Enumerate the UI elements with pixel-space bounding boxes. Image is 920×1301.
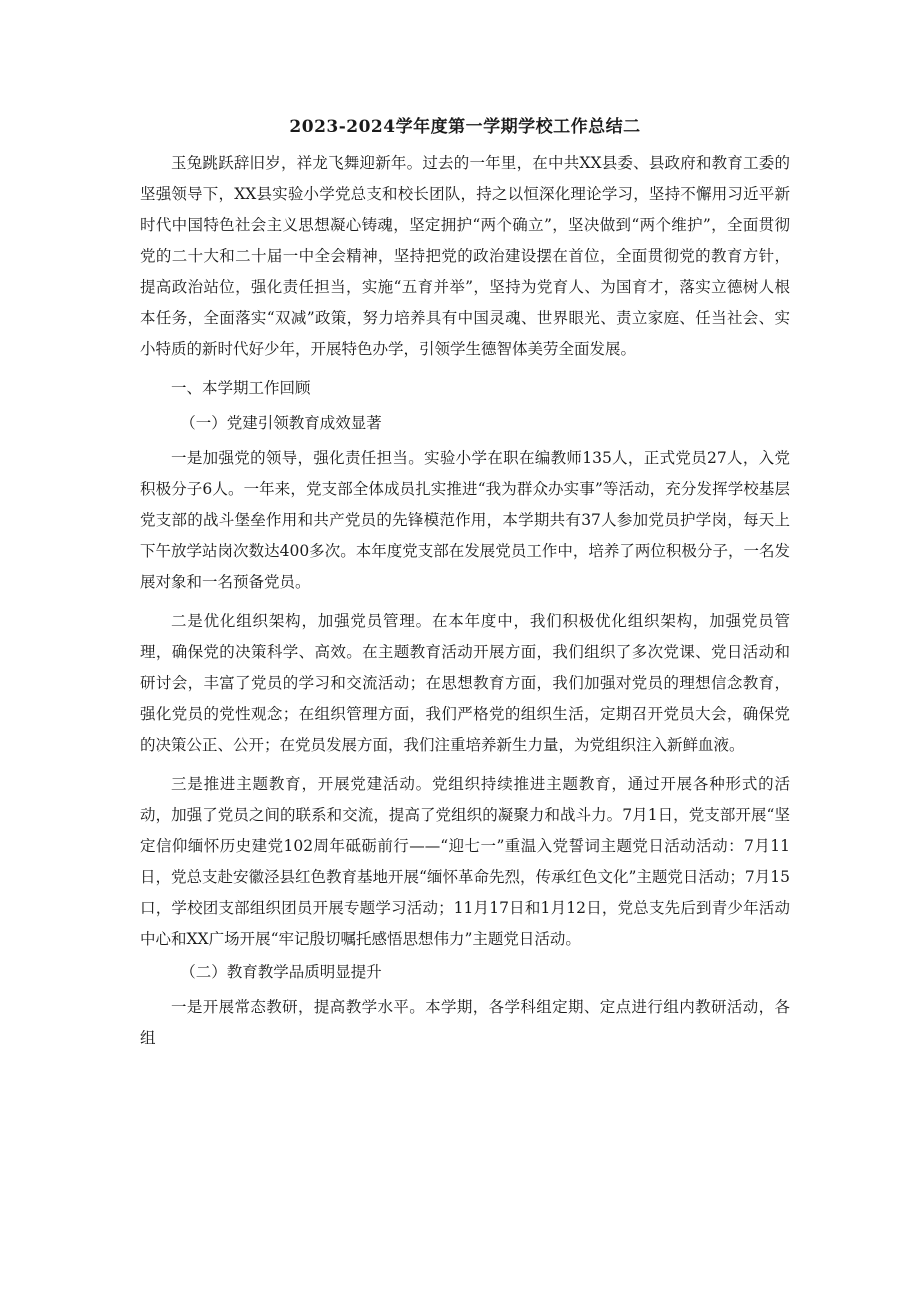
document-title: 2023-2024学年度第一学期学校工作总结二 [289,117,641,137]
paragraph-teaching-research: 一是开展常态教研，提高教学水平。本学期，各学科组定期、定点进行组内教研活动，各组 [140,998,790,1047]
subsection-heading-party-building: （一）党建引领教育成效显著 [180,414,382,432]
document-body [140,112,790,1054]
intro-paragraph: 玉兔跳跃辞旧岁，祥龙飞舞迎新年。过去的一年里，在中共XX县委、县政府和教育工委的坚强领导下，XX县实验小学党总支和校长团队，持之以恒深化理论学习，坚持不懈用习近平新时代中国特色社会主义思想凝心铸魂，坚定拥护“两个确立”，坚决做到“两个维护”，全面贯彻党的二十大和二十届一中全会精神，坚持把党的政治建设摆在首位，全面贯彻党的教育方针，提高政治站位，强化责任担当，实施“五育并举”，坚持为党育人、为国育才，落实立德树人根本任务，全面落实“双减”政策，努力培养具有中国灵魂、世界眼光、责立家庭、任当社会、实小特质的新时代好少年，开展特色办学，引领学生德智体美劳全面发展。 [140,154,790,358]
subsection-heading-teaching-quality: （二）教育教学品质明显提升 [180,963,382,981]
paragraph-party-leadership: 一是加强党的领导，强化责任担当。实验小学在职在编教师135人，正式党员27人，入党积极分子6人。一年来，党支部全体成员扎实推进“我为群众办实事”等活动，充分发挥学校基层党支部的战斗堡垒作用和共产党员的先锋模范作用，本学期共有37人参加党员护学岗，每天上下午放学站岗次数达400多次。本年度党支部在发展党员工作中，培养了两位积极分子，一名发展对象和一名预备党员。 [140,449,790,591]
section-heading-review: 一、本学期工作回顾 [171,379,311,397]
paragraph-organization: 二是优化组织架构，加强党员管理。在本年度中，我们积极优化组织架构，加强党员管理，确保党的决策科学、高效。在主题教育活动开展方面，我们组织了多次党课、党日活动和研讨会，丰富了党员的学习和交流活动；在思想教育方面，我们加强对党员的理想信念教育，强化党员的党性观念；在组织管理方面，我们严格党的组织生活，定期召开党员大会，确保党的决策公正、公开；在党员发展方面，我们注重培养新生力量，为党组织注入新鲜血液。 [140,612,790,754]
paragraph-theme-education: 三是推进主题教育，开展党建活动。党组织持续推进主题教育，通过开展各种形式的活动，加强了党员之间的联系和交流，提高了党组织的凝聚力和战斗力。7月1日，党支部开展“坚定信仰缅怀历史建党102周年砥砺前行——“迎七一”重温入党誓词主题党日活动活动：7月11日，党总支赴安徽泾县红色教育基地开展“缅怀革命先烈，传承红色文化”主题党日活动；7月15口，学校团支部组织团员开展专题学习活动；11月17日和1月12日，党总支先后到青少年活动中心和XX广场开展“牢记殷切嘱托感悟思想伟力”主题党日活动。 [140,775,790,948]
